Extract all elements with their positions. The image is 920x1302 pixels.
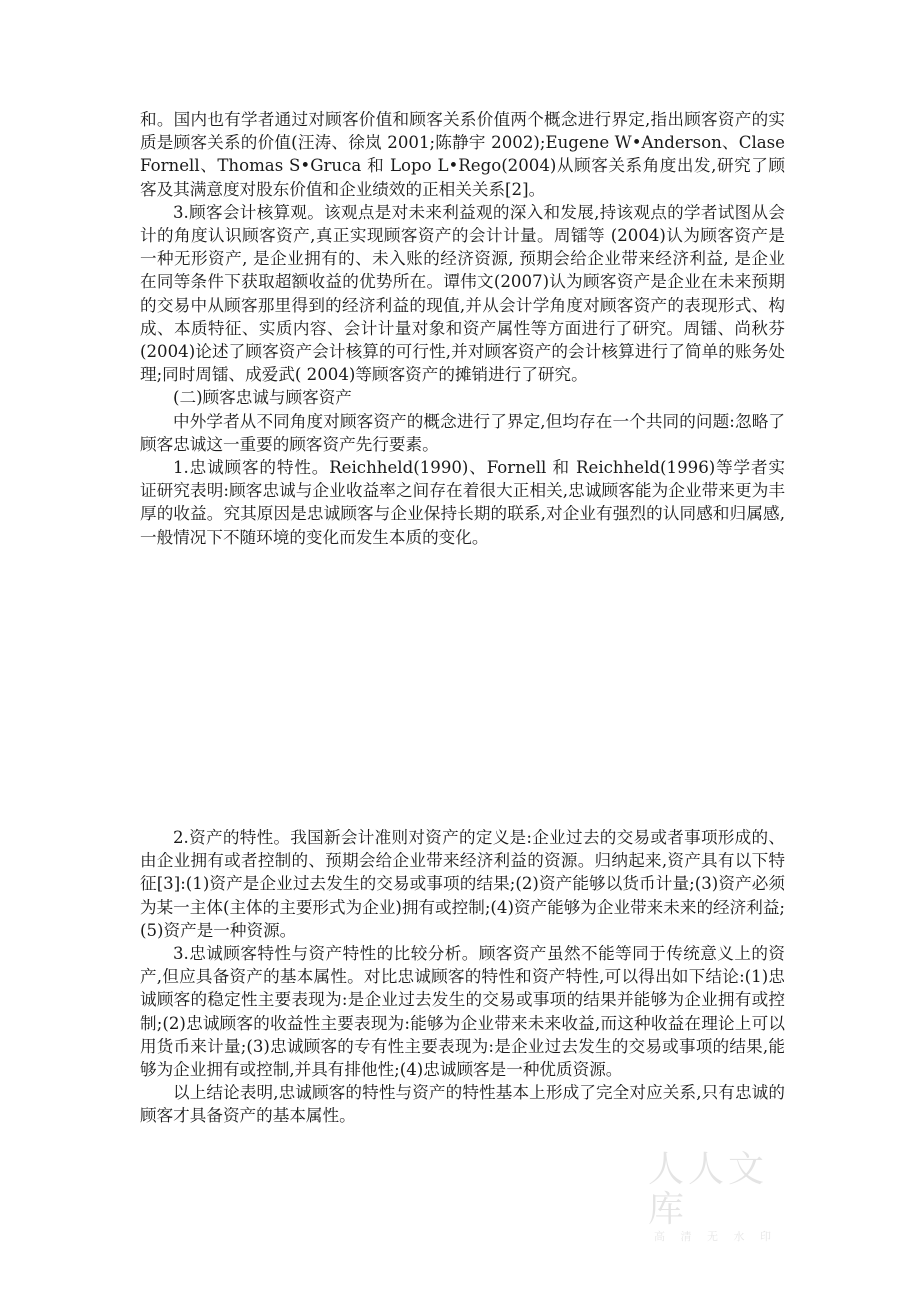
paragraph-continuation: 和。国内也有学者通过对顾客价值和顾客关系价值两个概念进行界定,指出顾客资产的实质是顾客关系的价值(汪涛、徐岚 2001;陈静宇 2002);Eugene W•Anderson、Clase Fornell、Thomas S•Gruca 和 Lopo L•Rego(2004)从顾客关系角度出发,研究了顾客及其满意度对股东价值和企业绩效的正相关关系[2]。 <box>140 110 785 199</box>
text-block-bottom <box>140 826 785 1128</box>
paragraph-common-problem: 中外学者从不同角度对顾客资产的概念进行了界定,但均存在一个共同的问题:忽略了顾客忠诚这一重要的顾客资产先行要素。 <box>140 411 785 454</box>
paragraph-conclusion: 以上结论表明,忠诚顾客的特性与资产的特性基本上形成了完全对应关系,只有忠诚的顾客才具备资产的基本属性。 <box>140 1083 785 1126</box>
text-block-top <box>140 108 785 549</box>
paragraph-asset-traits: 2.资产的特性。我国新会计准则对资产的定义是:企业过去的交易或者事项形成的、由企业拥有或者控制的、预期会给企业带来经济利益的资源。归纳起来,资产具有以下特征[3]:(1)资产是企业过去发生的交易或事项的结果;(2)资产能够以货币计量;(3)资产必须为某一主体(主体的主要形式为企业)拥有或控制;(4)资产能够为企业带来未来的经济利益;(5)资产是一种资源。 <box>140 828 786 940</box>
paragraph-comparison-analysis: 3.忠诚顾客特性与资产特性的比较分析。顾客资产虽然不能等同于传统意义上的资产,但应具备资产的基本属性。对比忠诚顾客的特性和资产特性,可以得出如下结论:(1)忠诚顾客的稳定性主要表现为:是企业过去发生的交易或事项的结果并能够为企业拥有或控制;(2)忠诚顾客的收益性主要表现为:能够为企业带来未来收益,而这种收益在理论上可以用货币来计量;(3)忠诚顾客的专有性主要表现为:是企业过去发生的交易或事项的结果,能够为企业拥有或控制,并具有排他性;(4)忠诚顾客是一种优质资源。 <box>140 944 785 1080</box>
watermark-logo: 人人文库 <box>648 1149 769 1230</box>
paragraph-loyal-customer-traits: 1.忠诚顾客的特性。Reichheld(1990)、Fornell 和 Reichheld(1996)等学者实证研究表明:顾客忠诚与企业收益率之间存在着很大正相关,忠诚顾客能为企业带来更为丰厚的收益。究其原因是忠诚顾客与企业保持长期的联系,对企业有强烈的认同感和归属感,一般情况下不随环境的变化而发生本质的变化。 <box>140 458 785 547</box>
paragraph-customer-accounting-view: 3.顾客会计核算观。该观点是对未来利益观的深入和发展,持该观点的学者试图从会计的角度认识顾客资产,真正实现顾客资产的会计计量。周镭等 (2004)认为顾客资产是一种无形资产, 是企业拥有的、未入账的经济资源, 预期会给企业带来经济利益, 是企业在同等条件下获取超额收益的优势所在。谭伟文(2007)认为顾客资产是企业在未来预期的交易中从顾客那里得到的经济利益的现值,并从会计学角度对顾客资产的表现形式、构成、本质特征、实质内容、会计计量对象和资产属性等方面进行了研究。周镭、尚秋芬(2004)论述了顾客资产会计核算的可行性,并对顾客资产的会计核算进行了简单的账务处理;同时周镭、成爱武( 2004)等顾客资产的摊销进行了研究。 <box>140 202 785 385</box>
watermark <box>648 1149 798 1243</box>
section-heading-loyalty-and-assets: (二)顾客忠诚与顾客资产 <box>173 388 352 408</box>
watermark-subtitle: 高 清 无 水 印 <box>654 1230 777 1243</box>
